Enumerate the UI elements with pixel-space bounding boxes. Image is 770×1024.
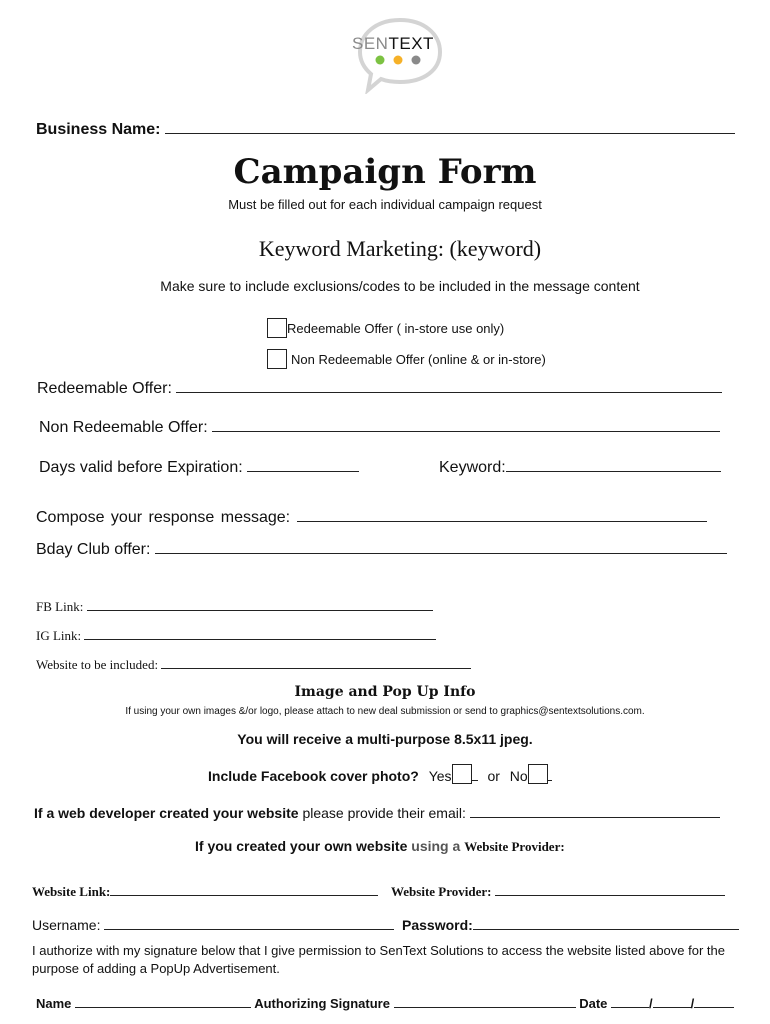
- redeemable-offer-row: [37, 380, 722, 398]
- keyword-row: [439, 459, 721, 477]
- website-provider-label: Website Provider:: [391, 884, 492, 899]
- page-title: Campaign Form: [233, 152, 537, 192]
- non-redeemable-offer-label: Non Redeemable Offer:: [39, 419, 208, 436]
- website-link-field[interactable]: [110, 894, 378, 896]
- using-label: using a: [411, 838, 461, 854]
- logo-dot-gray: [412, 56, 421, 65]
- fb-link-field[interactable]: [87, 609, 433, 611]
- logo-dot-green: [376, 56, 385, 65]
- authorizing-signature-label: Authorizing Signature: [254, 996, 390, 1011]
- website-included-label: Website to be included:: [36, 657, 159, 672]
- signature-row: [36, 996, 734, 1011]
- days-valid-field[interactable]: [247, 470, 359, 472]
- website-included-row: [36, 657, 471, 673]
- date-label: Date: [579, 996, 608, 1011]
- website-provider-row: [391, 884, 725, 900]
- signature-field[interactable]: [394, 1006, 576, 1008]
- redeemable-offer-label: Redeemable Offer:: [37, 380, 172, 397]
- subtitle: Must be filled out for each individual campaign request: [228, 197, 542, 212]
- non-redeemable-checkbox[interactable]: [267, 349, 287, 369]
- option-non-redeemable: [267, 349, 546, 369]
- fb-cover-row: [208, 764, 552, 784]
- non-redeemable-offer-row: [39, 419, 720, 437]
- or-label: or: [487, 768, 500, 784]
- name-label: Name: [36, 996, 72, 1011]
- days-valid-label: Days valid before Expiration:: [39, 459, 243, 476]
- days-valid-row: [39, 459, 359, 477]
- date-year-field[interactable]: [694, 1006, 734, 1008]
- web-developer-row: [34, 805, 720, 821]
- speech-bubble-icon: [354, 16, 446, 94]
- username-field[interactable]: [104, 928, 394, 930]
- jpeg-note: You will receive a multi-purpose 8.5x11 jpeg.: [237, 731, 533, 747]
- no-label: No: [509, 768, 528, 784]
- business-name-field[interactable]: [165, 132, 735, 134]
- keyword-label: Keyword:: [439, 459, 506, 476]
- redeemable-checkbox[interactable]: [267, 318, 287, 338]
- date-separator: /: [649, 996, 653, 1011]
- image-section-heading: Image and Pop Up Info: [294, 684, 476, 700]
- ig-link-label: IG Link:: [36, 628, 82, 643]
- logo-dot-yellow: [394, 56, 403, 65]
- name-field[interactable]: [75, 1006, 251, 1008]
- username-label: Username:: [32, 917, 101, 933]
- section-keyword-heading: Keyword Marketing: (keyword): [258, 236, 542, 261]
- redeemable-offer-field[interactable]: [176, 391, 722, 393]
- date-separator: /: [690, 996, 695, 1011]
- website-link-row: [32, 884, 378, 900]
- yes-checkbox[interactable]: [452, 764, 472, 784]
- image-section-note: If using your own images &/or logo, please attach to new deal submission or send to graphics@sentextsolutions.com.: [125, 706, 645, 717]
- ig-link-field[interactable]: [84, 638, 436, 640]
- option-redeemable: [267, 318, 504, 338]
- password-field[interactable]: [473, 928, 739, 930]
- redeemable-option-label: Redeemable Offer ( in-store use only): [287, 321, 505, 336]
- website-link-label: Website Link:: [32, 884, 111, 899]
- bday-club-label: Bday Club offer:: [36, 541, 151, 558]
- keyword-field[interactable]: [506, 470, 721, 472]
- business-name-label: Business Name:: [36, 121, 161, 138]
- password-label: Password:: [402, 917, 473, 933]
- own-website-row: [195, 838, 565, 855]
- web-developer-email-label: please provide their email:: [302, 805, 466, 821]
- website-provider-heading: Website Provider:: [464, 839, 565, 854]
- logo-sen: SEN: [352, 34, 389, 53]
- compose-response-label: Compose your response message:: [36, 509, 291, 526]
- own-website-label: If you created your own website: [195, 838, 408, 854]
- bday-club-field[interactable]: [155, 552, 727, 554]
- fb-link-label: FB Link:: [36, 599, 84, 614]
- non-redeemable-offer-field[interactable]: [212, 430, 720, 432]
- website-provider-field[interactable]: [495, 894, 725, 896]
- no-checkbox[interactable]: [528, 764, 548, 784]
- logo-wordmark: [352, 34, 434, 54]
- fb-link-row: [36, 599, 433, 615]
- business-name-row: [36, 121, 735, 139]
- web-developer-label: If a web developer created your website: [34, 805, 299, 821]
- developer-email-field[interactable]: [470, 816, 720, 818]
- authorization-text: I authorize with my signature below that I give permission to SenText Solutions to access the website listed above for the purpose of adding a PopUp Advertisement.: [32, 943, 725, 976]
- date-day-field[interactable]: [653, 1006, 691, 1008]
- ig-link-row: [36, 628, 436, 644]
- username-row: [32, 917, 394, 933]
- yes-label: Yes: [428, 768, 452, 784]
- bday-club-row: [36, 541, 727, 559]
- date-month-field[interactable]: [611, 1006, 649, 1008]
- non-redeemable-option-label: Non Redeemable Offer (online & or in-store): [291, 352, 546, 367]
- password-row: [402, 917, 739, 933]
- compose-response-field[interactable]: [297, 520, 707, 522]
- instruction: Make sure to include exclusions/codes to be included in the message content: [160, 278, 640, 294]
- logo: [354, 16, 446, 94]
- compose-response-row: [36, 509, 707, 527]
- no-underline: [548, 779, 552, 781]
- logo-text: TEXT: [388, 34, 434, 53]
- fb-cover-question: Include Facebook cover photo?: [208, 768, 419, 784]
- website-included-field[interactable]: [161, 667, 471, 669]
- yes-underline: [472, 779, 478, 781]
